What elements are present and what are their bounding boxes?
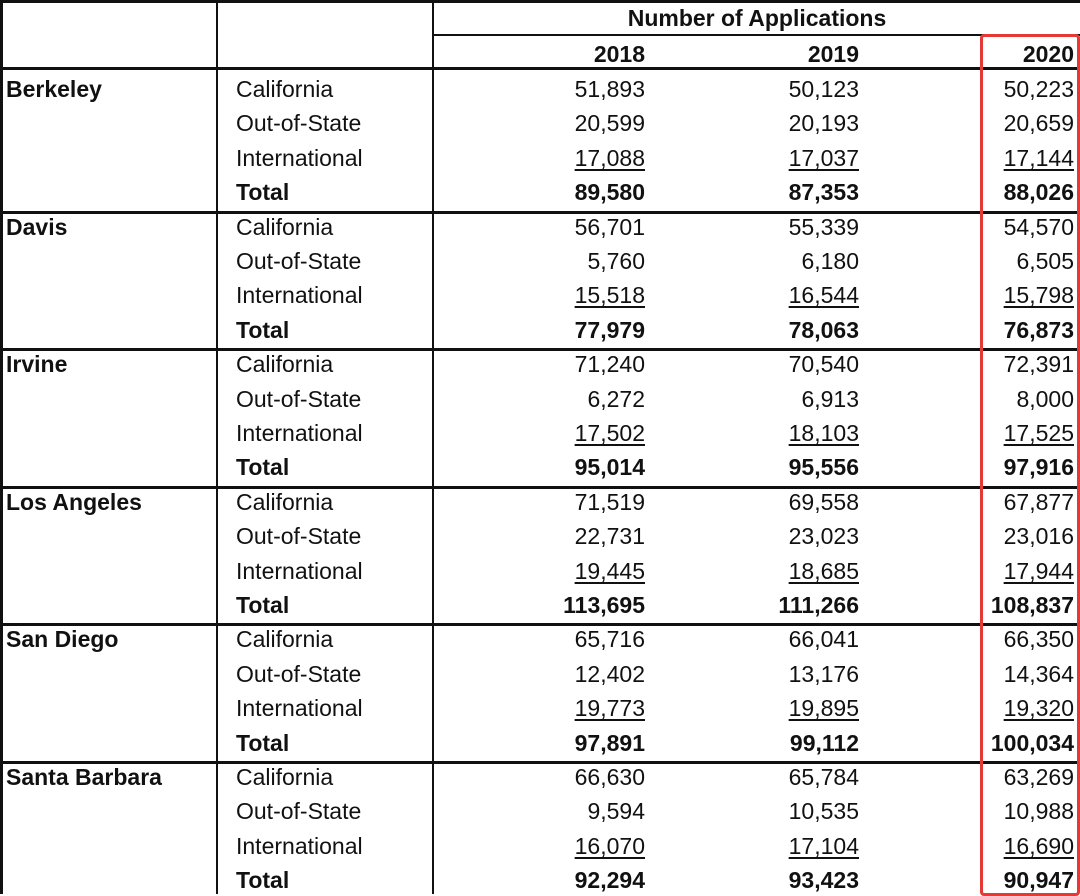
table-cell: 70,540 (788, 351, 859, 378)
table-cell: 6,180 (801, 248, 859, 274)
table-cell: 51,893 (574, 76, 645, 102)
table-cell: 20,599 (574, 110, 645, 137)
row-label: International (236, 557, 363, 584)
row-label: Out-of-State (236, 798, 362, 825)
row-label: California (236, 764, 334, 790)
campus-name: Davis (6, 213, 68, 240)
row-label: Out-of-State (236, 110, 362, 137)
table-cell: 95,556 (788, 454, 859, 481)
row-label: Total (236, 179, 290, 206)
table-cell: 65,716 (574, 626, 645, 653)
table-cell: 17,104 (788, 832, 859, 859)
table-cell: 20,193 (788, 110, 859, 137)
row-label: Total (236, 454, 290, 481)
table-cell: 6,272 (587, 385, 645, 412)
table-cell: 76,873 (1003, 316, 1074, 343)
row-label: Out-of-State (236, 660, 362, 687)
table-cell: 72,391 (1003, 351, 1074, 378)
row-label: Total (236, 867, 290, 894)
group-header: Number of Applications (627, 5, 887, 31)
table-cell: 19,320 (1003, 695, 1074, 722)
table-cell: 16,690 (1003, 832, 1074, 859)
row-label: Out-of-State (236, 385, 362, 412)
table-cell: 15,518 (574, 282, 645, 309)
table-cell: 16,544 (788, 282, 859, 309)
table-cell: 87,353 (788, 179, 859, 206)
row-label: California (236, 76, 334, 102)
table-cell: 65,784 (788, 764, 859, 790)
table-cell: 90,947 (1003, 867, 1074, 894)
row-label: California (236, 213, 334, 240)
table-cell: 14,364 (1003, 660, 1074, 687)
table-cell: 77,979 (574, 316, 645, 343)
row-label: International (236, 144, 363, 171)
table-cell: 78,063 (788, 316, 859, 343)
table-cell: 63,269 (1003, 764, 1074, 790)
year-header: 2019 (807, 41, 859, 67)
campus-name: Berkeley (6, 76, 102, 102)
column-divider-label (432, 0, 434, 894)
table-cell: 93,423 (788, 867, 859, 894)
table-cell: 8,000 (1016, 385, 1074, 412)
row-label: California (236, 626, 334, 653)
campus-name: Los Angeles (6, 488, 142, 515)
table-cell: 17,525 (1003, 420, 1074, 446)
campus-name: Irvine (6, 351, 68, 378)
table-cell: 22,731 (574, 523, 645, 550)
table-cell: 5,760 (587, 248, 645, 274)
table-cell: 15,798 (1003, 282, 1074, 309)
table-cell: 23,016 (1003, 523, 1074, 550)
table-cell: 23,023 (788, 523, 859, 550)
row-label: Total (236, 729, 290, 756)
table-cell: 17,144 (1003, 144, 1074, 171)
table-cell: 50,223 (1003, 76, 1074, 102)
table-cell: 111,266 (778, 592, 859, 618)
column-divider-campus (216, 0, 218, 894)
table-cell: 17,088 (574, 144, 645, 171)
table-border-left (0, 0, 3, 894)
table-cell: 66,350 (1003, 626, 1074, 653)
row-label: International (236, 832, 363, 859)
table-cell: 17,944 (1003, 557, 1074, 584)
table-border-top (0, 0, 1080, 3)
table-cell: 95,014 (574, 454, 645, 481)
campus-name: Santa Barbara (6, 764, 162, 790)
table-cell: 18,103 (788, 420, 859, 446)
table-cell: 13,176 (788, 660, 859, 687)
table-cell: 16,070 (574, 832, 645, 859)
table-cell: 9,594 (587, 798, 645, 825)
table-cell: 69,558 (788, 488, 859, 515)
table-cell: 108,837 (990, 592, 1074, 618)
row-label: International (236, 695, 363, 722)
table-cell: 18,685 (788, 557, 859, 584)
table-cell: 97,916 (1003, 454, 1074, 481)
table-cell: 92,294 (574, 867, 645, 894)
table-cell: 19,773 (574, 695, 645, 722)
table-cell: 89,580 (574, 179, 645, 206)
table-cell: 71,519 (574, 488, 645, 515)
table-cell: 67,877 (1003, 488, 1074, 515)
table-cell: 10,535 (788, 798, 859, 825)
table-cell: 19,445 (574, 557, 645, 584)
table-cell: 50,123 (788, 76, 859, 102)
table-cell: 54,570 (1003, 213, 1074, 240)
header-bottom-border (0, 67, 1080, 70)
row-label: California (236, 351, 334, 378)
table-cell: 56,701 (574, 213, 645, 240)
table-cell: 6,913 (801, 385, 859, 412)
table-cell: 100,034 (990, 729, 1074, 756)
table-cell: 97,891 (574, 729, 645, 756)
table-cell: 17,037 (788, 144, 859, 171)
table-cell: 6,505 (1016, 248, 1074, 274)
row-label: Total (236, 592, 290, 618)
year-header: 2018 (593, 41, 645, 67)
row-label: California (236, 488, 334, 515)
table-cell: 113,695 (563, 592, 645, 618)
row-label: International (236, 282, 363, 309)
row-label: Out-of-State (236, 523, 362, 550)
row-label: Out-of-State (236, 248, 362, 274)
table-cell: 88,026 (1003, 179, 1074, 206)
table-cell: 66,630 (574, 764, 645, 790)
campus-name: San Diego (6, 626, 119, 653)
table-cell: 66,041 (788, 626, 859, 653)
table-cell: 17,502 (574, 420, 645, 446)
table-cell: 99,112 (789, 729, 859, 756)
highlight-2020-column (980, 34, 1080, 896)
table-cell: 20,659 (1003, 110, 1074, 137)
row-label: International (236, 420, 363, 446)
table-cell: 12,402 (574, 660, 645, 687)
table-cell: 10,988 (1003, 798, 1074, 825)
row-label: Total (236, 316, 290, 343)
year-header: 2020 (1022, 41, 1074, 67)
table-cell: 19,895 (788, 695, 859, 722)
table-cell: 55,339 (788, 213, 859, 240)
table-cell: 71,240 (574, 351, 645, 378)
